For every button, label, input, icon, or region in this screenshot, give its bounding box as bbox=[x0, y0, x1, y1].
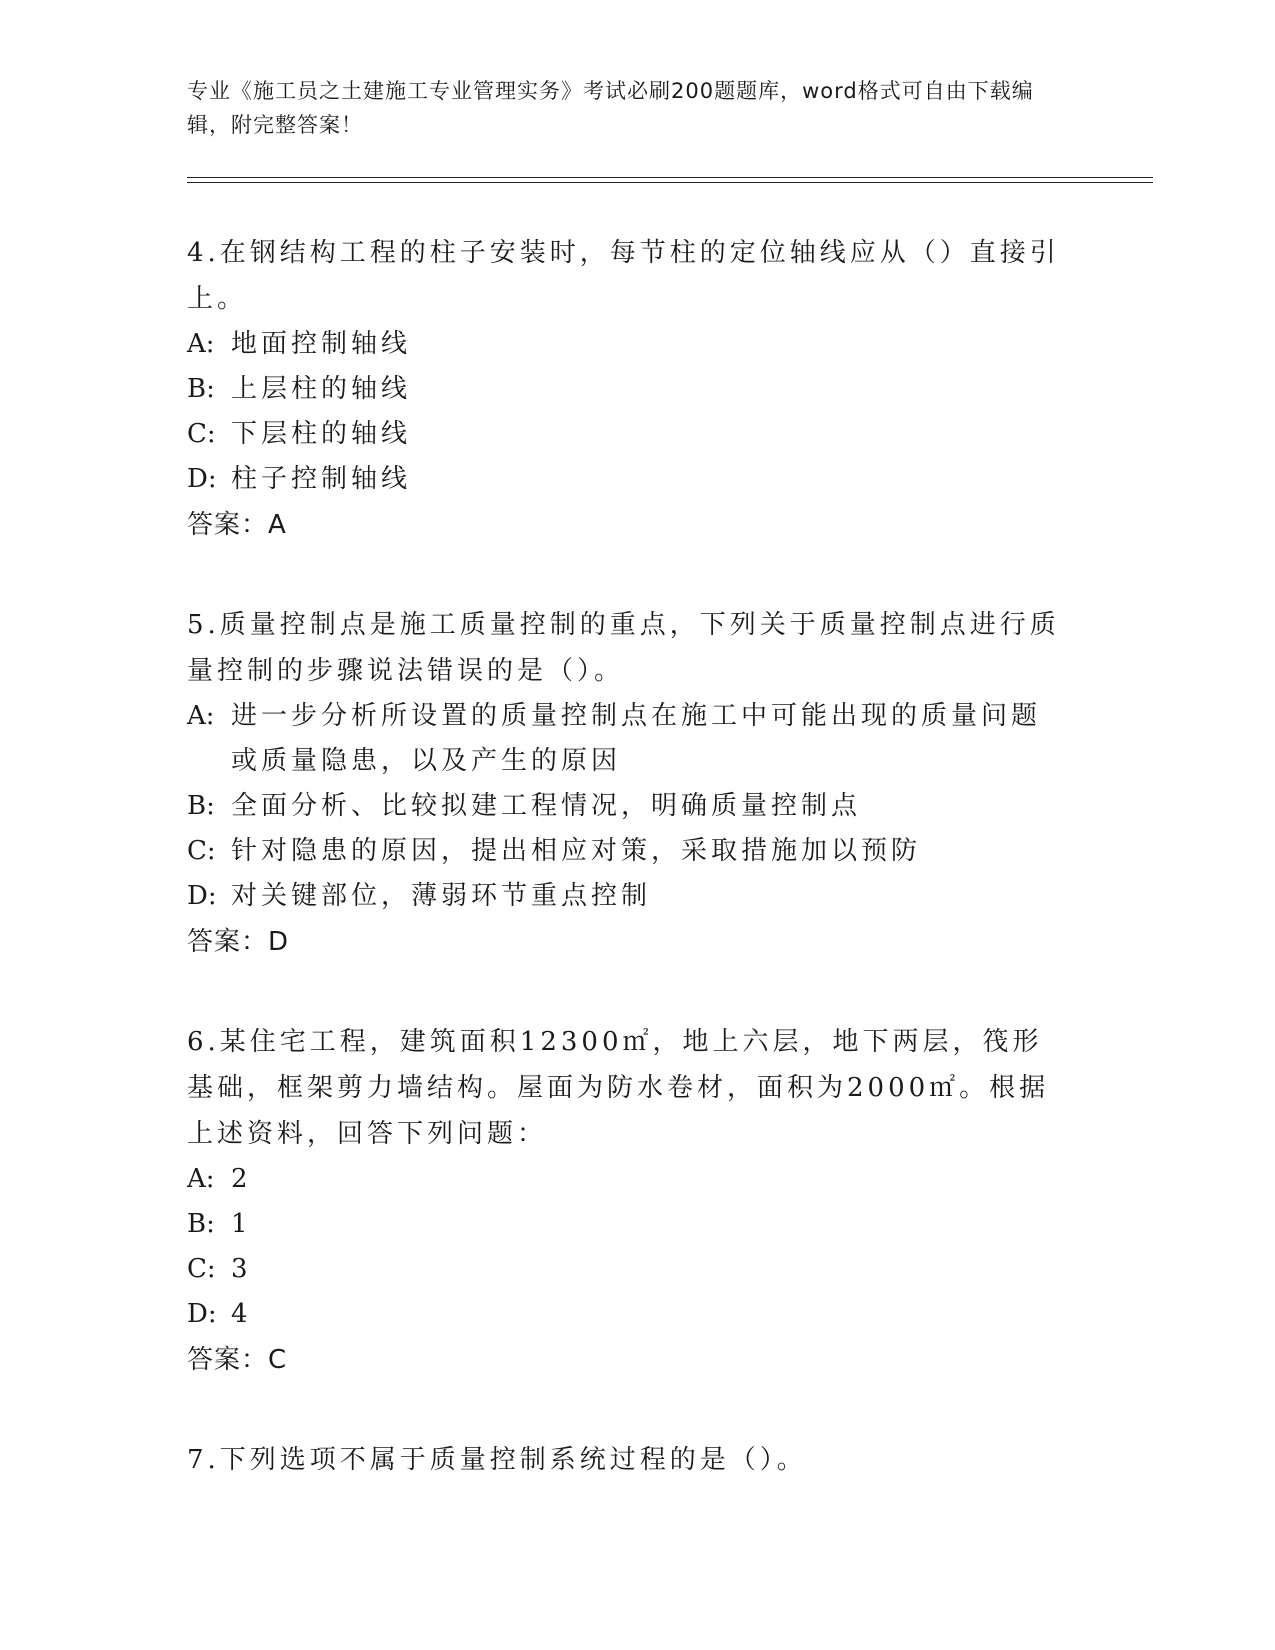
option-text: 针对隐患的原因，提出相应对策，采取措施加以预防 bbox=[231, 836, 922, 866]
option-letter: C: bbox=[187, 419, 216, 449]
option-a bbox=[187, 322, 1067, 367]
option-text: 进一步分析所设置的质量控制点在施工中可能出现的质量问题或质量隐患，以及产生的原因 bbox=[231, 701, 1042, 776]
option-text: 4 bbox=[231, 1299, 252, 1329]
document-header: 专业《施工员之土建施工专业管理实务》考试必刷200题题库，word格式可自由下载编辑，附完整答案！ bbox=[187, 79, 1034, 137]
answer-label: 答案：D bbox=[187, 927, 290, 957]
option-text: 2 bbox=[231, 1164, 252, 1194]
question-text: 7.下列选项不属于质量控制系统过程的是（）。 bbox=[187, 1445, 807, 1475]
option-letter: D: bbox=[187, 881, 217, 911]
option-b bbox=[187, 367, 1067, 412]
question-text: 4.在钢结构工程的柱子安装时，每节柱的定位轴线应从（）直接引上。 bbox=[187, 238, 1060, 314]
option-letter: B: bbox=[187, 1209, 215, 1239]
option-letter: D: bbox=[187, 464, 217, 494]
question-item bbox=[187, 602, 1067, 965]
option-letter: C: bbox=[187, 1254, 216, 1284]
option-letter: A: bbox=[187, 1164, 215, 1194]
option-d bbox=[187, 457, 1067, 502]
header-divider-top bbox=[187, 177, 1153, 178]
question-item bbox=[187, 1437, 1067, 1483]
option-text: 全面分析、比较拟建工程情况，明确质量控制点 bbox=[231, 791, 862, 821]
question-text: 5.质量控制点是施工质量控制的重点，下列关于质量控制点进行质量控制的步骤说法错误的是（）。 bbox=[187, 610, 1060, 686]
option-text: 1 bbox=[231, 1209, 252, 1239]
option-c bbox=[187, 1247, 1067, 1292]
option-b bbox=[187, 1202, 1067, 1247]
option-a bbox=[187, 1157, 1067, 1202]
option-d bbox=[187, 874, 1067, 919]
option-d bbox=[187, 1292, 1067, 1337]
option-letter: B: bbox=[187, 791, 215, 821]
option-text: 下层柱的轴线 bbox=[231, 419, 412, 449]
option-letter: B: bbox=[187, 374, 215, 404]
option-c bbox=[187, 829, 1067, 874]
option-text: 地面控制轴线 bbox=[231, 329, 412, 359]
option-letter: C: bbox=[187, 836, 216, 866]
option-b bbox=[187, 784, 1067, 829]
question-list bbox=[187, 230, 1067, 1537]
answer-label: 答案：A bbox=[187, 510, 287, 540]
question-item bbox=[187, 1019, 1067, 1383]
option-text: 柱子控制轴线 bbox=[231, 464, 412, 494]
question-item bbox=[187, 230, 1067, 548]
option-text: 对关键部位，薄弱环节重点控制 bbox=[231, 881, 652, 911]
header-divider-bottom bbox=[187, 182, 1153, 183]
option-letter: A: bbox=[187, 329, 215, 359]
answer-label: 答案：C bbox=[187, 1345, 288, 1375]
option-text: 上层柱的轴线 bbox=[231, 374, 412, 404]
option-letter: D: bbox=[187, 1299, 217, 1329]
option-c bbox=[187, 412, 1067, 457]
question-text: 6.某住宅工程，建筑面积12300㎡，地上六层，地下两层，筏形基础，框架剪力墙结构。屋面为防水卷材，面积为2000㎡。根据上述资料，回答下列问题： bbox=[187, 1027, 1050, 1149]
option-a bbox=[187, 694, 1067, 784]
option-letter: A: bbox=[187, 701, 215, 731]
option-text: 3 bbox=[231, 1254, 252, 1284]
